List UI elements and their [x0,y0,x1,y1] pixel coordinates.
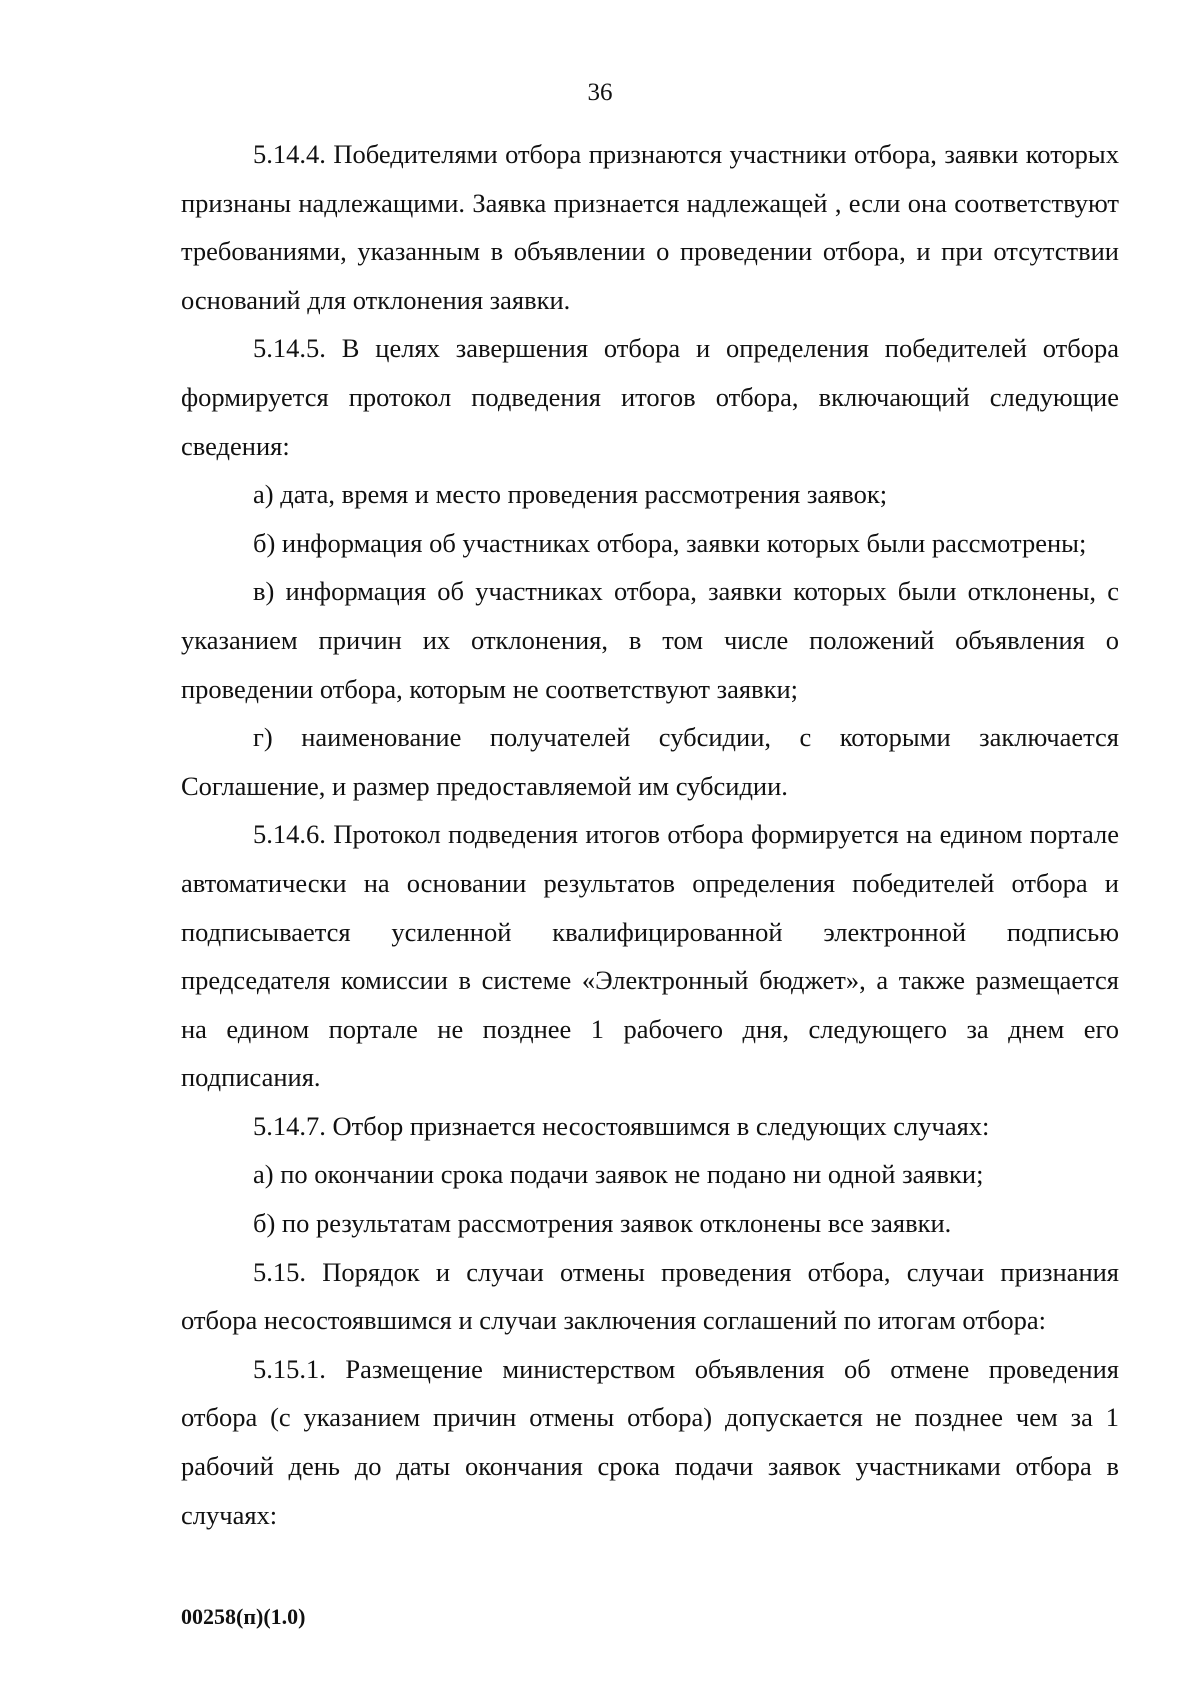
list-item-b: б) информация об участниках отбора, заявки которых были рассмотрены; [253,527,1087,558]
list-item-b-2: б) по результатам рассмотрения заявок отклонены все заявки. [253,1208,952,1239]
list-item-a: а) дата, время и место проведения рассмотрения заявок; [253,479,888,510]
paragraph-5-15-1: 5.15.1. Размещение министерством объявления об отмене проведения отбора (с указанием причин отмены отбора) допускается не позднее чем за 1 рабочий день до даты окончания срока подачи заявок участниками отбора в случаях: [181,1353,1119,1530]
paragraph-5-14-4: 5.14.4. Победителями отбора признаются участники отбора, заявки которых признаны надлежащими. Заявка признается надлежащей , если она соответствуют требованиями, указанным в объявлении о проведении отбора, и при отсутствии оснований для отклонения заявки. [181,139,1119,315]
document-code: 00258(п)(1.0) [181,1604,306,1629]
paragraph-5-15: 5.15. Порядок и случаи отмены проведения отбора, случаи признания отбора несостоявшимся и случаи заключения соглашений по итогам отбора: [181,1256,1119,1336]
page-number: 36 [587,79,613,106]
paragraph-5-14-5: 5.14.5. В целях завершения отбора и определения победителей отбора формируется протокол подведения итогов отбора, включающий следующие сведения: [181,333,1119,461]
paragraph-5-14-6: 5.14.6. Протокол подведения итогов отбора формируется на едином портале автоматически на основании результатов определения победителей отбора и подписывается усиленной квалифицированной электронной подписью председателя комиссии в системе «Электронный бюджет», а также размещается на едином портале не позднее 1 рабочего дня, следующего за днем его подписания. [181,819,1119,1093]
list-item-a-2: а) по окончании срока подачи заявок не подано ни одной заявки; [253,1159,984,1190]
paragraph-5-14-7: 5.14.7. Отбор признается несостоявшимся в следующих случаях: [253,1110,990,1141]
list-item-g: г) наименование получателей субсидии, с которыми заключается Соглашение, и размер предоставляемой им субсидии. [181,722,1119,801]
document-body [181,130,1119,1539]
list-item-v: в) информация об участниках отбора, заявки которых были отклонены, с указанием причин их отклонения, в том числе положений объявления о проведении отбора, которым не соответствуют заявки; [181,576,1119,704]
